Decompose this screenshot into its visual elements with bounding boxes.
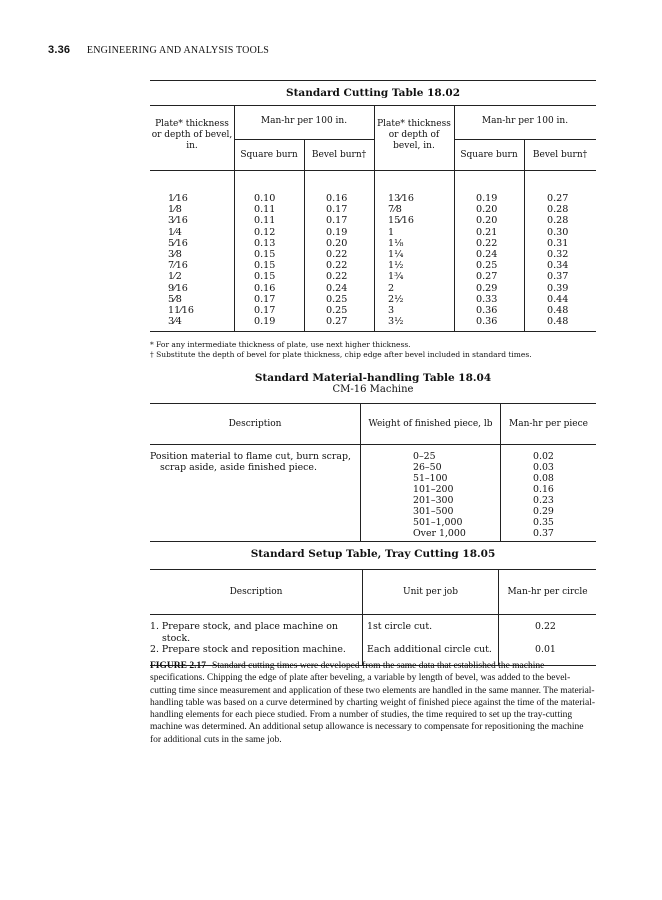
mh-col-weight: Weight of finished piece, lb [360,404,500,444]
su-unit-col [362,615,498,665]
table-cell: 0.27 [476,271,498,283]
cutting-table-body [150,171,596,331]
table-cell: 0.33 [476,293,498,305]
col-bevel-right: Bevel burn† [532,150,588,160]
table-cell: 1¼ [388,249,404,261]
table-cell: 0.31 [547,237,569,249]
table-cell: 0.29 [533,506,554,517]
table-cell: 1¾ [388,271,404,283]
table-cell: 0.17 [326,215,348,227]
top-rule [150,80,596,81]
page-number: 3.36 [48,44,71,56]
table-cell: 2 [388,282,395,294]
left-thickness-col [168,193,194,327]
table-cell: 0.03 [533,462,554,473]
table-cell: 2½ [388,293,404,305]
su-row1-manhr: 0.22 [535,621,556,632]
table-cell: 0.37 [547,271,569,283]
table-cell: 11⁄16 [168,305,195,317]
su-row2-desc: 2. Prepare stock and reposition machine. [150,644,346,655]
table-cell: 0.16 [326,193,348,204]
table-cell: 0.35 [533,517,554,528]
setup-table-title: Standard Setup Table, Tray Cutting 18.05 [250,548,496,560]
table-cell: 0.28 [547,204,569,216]
table-cell: 0.21 [476,226,498,238]
table-cell: 0.10 [254,193,276,204]
mh-description: Position material to flame cut, burn scrap, scrap aside, aside finished piece. [150,451,351,473]
su-col-unit: Unit per job [362,570,498,614]
material-table-body [150,445,596,541]
col-square-right: Square burn [460,150,518,160]
left-square-col [254,193,275,327]
right-bevel-col [547,193,568,327]
table-cell: 501–1,000 [413,517,463,528]
table-cell: 0.37 [533,528,554,539]
table-cell: 0.34 [547,260,569,272]
table-cell: 3⁄4 [168,316,182,328]
table-cell: 51–100 [413,473,448,484]
table-cell: 0.27 [326,316,348,328]
table-cell: 0.16 [533,484,554,495]
table-cell: 0.32 [547,249,569,261]
left-bevel-col [326,193,347,327]
mh-manhr-col [500,445,596,541]
table-cell: 1⁄8 [168,204,182,216]
table-cell: 101–200 [413,484,454,495]
mh-weights-col [360,445,500,541]
cutting-bottom-rule [150,331,596,332]
table-cell: 0.16 [254,282,276,294]
footnote-2: † Substitute the depth of bevel for plate thickness, chip edge after bevel included in standard times. [150,350,532,359]
table-cell: 0.24 [326,282,348,294]
table-cell: 0.27 [547,193,569,204]
table-cell: 0.22 [326,260,348,272]
table-cell: 0.22 [326,271,348,283]
cutting-table-title: Standard Cutting Table 18.02 [285,87,460,99]
table-cell: 0.13 [254,237,276,249]
table-cell: 0.15 [254,249,276,261]
table-cell: 0.25 [326,293,348,305]
table-cell: 0.12 [254,226,276,238]
col-square-left: Square burn [240,150,298,160]
col-manhr-left: Man-hr per 100 in. [260,116,348,126]
table-cell: 0.11 [254,204,276,216]
table-cell: 1⁄4 [168,226,182,238]
col-manhr-right: Man-hr per 100 in. [481,116,569,126]
table-cell: 3½ [388,316,404,328]
table-cell: 1½ [388,260,404,272]
table-cell: 15⁄16 [388,215,415,227]
table-cell: 3 [388,305,395,317]
table-cell: 0.20 [476,204,498,216]
table-cell: 0.02 [533,451,554,462]
table-cell: 1⁄16 [168,193,188,204]
table-cell: 0–25 [413,451,436,462]
right-square-col [476,193,497,327]
table-cell: 0.15 [254,271,276,283]
table-cell: 1 [388,226,395,238]
table-cell: 5⁄16 [168,237,188,249]
su-col-description: Description [229,587,283,597]
su-row1-desc: 1. Prepare stock, and place machine on stock. [150,621,338,644]
cutting-table-header [150,106,596,171]
material-bottom-rule [150,541,596,542]
mh-col-manhr: Man-hr per piece [500,404,596,444]
table-cell: 201–300 [413,495,454,506]
table-cell: 0.17 [326,204,348,216]
table-cell: 0.15 [254,260,276,272]
table-cell: 0.36 [476,305,498,317]
table-cell: 0.22 [476,237,498,249]
running-title: ENGINEERING AND ANALYSIS TOOLS [86,45,270,56]
mh-col-description: Description [228,419,282,429]
table-cell: 7⁄8 [388,204,402,216]
su-row1-unit: 1st circle cut. [367,621,433,632]
table-cell: 1⅛ [388,237,404,249]
table-cell: 9⁄16 [168,282,188,294]
su-row2-manhr: 0.01 [535,644,556,655]
table-cell: 1⁄2 [168,271,182,283]
su-col-manhr: Man-hr per circle [498,570,596,614]
figure-caption [150,660,596,746]
table-cell: 0.23 [533,495,554,506]
table-cell: 0.19 [476,193,498,204]
su-desc-col [150,615,362,665]
table-cell: 7⁄16 [168,260,188,272]
table-cell: 13⁄16 [388,193,415,204]
table-cell: 0.25 [476,260,498,272]
footnote-1: * For any intermediate thickness of plate, use next higher thickness. [150,340,411,349]
table-cell: 0.48 [547,316,569,328]
table-cell: 0.17 [254,293,276,305]
table-cell: 0.22 [326,249,348,261]
table-cell: 0.39 [547,282,569,294]
table-cell: 0.36 [476,316,498,328]
su-row2-unit: Each additional circle cut. [367,644,492,655]
col-thickness-right: Plate* thickness or depth of bevel, in. [377,119,451,151]
table-cell: 0.29 [476,282,498,294]
right-thickness-col [388,193,414,327]
table-cell: 0.48 [547,305,569,317]
table-cell: 0.24 [476,249,498,261]
table-cell: 0.20 [476,215,498,227]
table-cell: 0.19 [254,316,276,328]
table-cell: 0.25 [326,305,348,317]
table-cell: 5⁄8 [168,293,182,305]
setup-table-header [150,569,596,615]
material-table-subtitle: CM-16 Machine [332,384,414,395]
table-cell: 3⁄8 [168,249,182,261]
table-cell: 0.11 [254,215,276,227]
material-table-title: Standard Material-handling Table 18.04 [254,372,492,384]
table-cell: 0.20 [326,237,348,249]
table-cell: 3⁄16 [168,215,188,227]
su-manhr-col [498,615,596,665]
table-cell: 0.28 [547,215,569,227]
caption-text: Standard cutting times were developed from the same data that established the machine specifications. Chipping the edge of plate after beveling, a variable by length of bevel, was added to the bevel-cutting time since measurement and application of these two elements are handled in the same manner. The material-handling table was based on a curve determined by charting weight of finished piece against the time of the material-handling elements for each piece studied. From a number of studies, the time required to set up the tray-cutting machine was determined. An additional setup allowance is necessary to compensate for repositioning the machine for additional cuts in the same job. [150,661,596,745]
figure [150,80,596,666]
setup-table-body [150,615,596,665]
material-table-header [150,403,596,445]
table-cell: 0.17 [254,305,276,317]
table-cell: 26–50 [413,462,442,473]
running-head [48,44,269,56]
table-cell: 0.30 [547,226,569,238]
table-cell: 301–500 [413,506,454,517]
table-cell: 0.19 [326,226,348,238]
col-thickness-left: Plate* thickness or depth of bevel, in. [151,119,233,151]
caption-label: FIGURE 2.17 [150,661,206,671]
col-bevel-left: Bevel burn† [311,150,367,160]
table-cell: 0.44 [547,293,569,305]
table-cell: Over 1,000 [413,528,466,539]
table-cell: 0.08 [533,473,554,484]
